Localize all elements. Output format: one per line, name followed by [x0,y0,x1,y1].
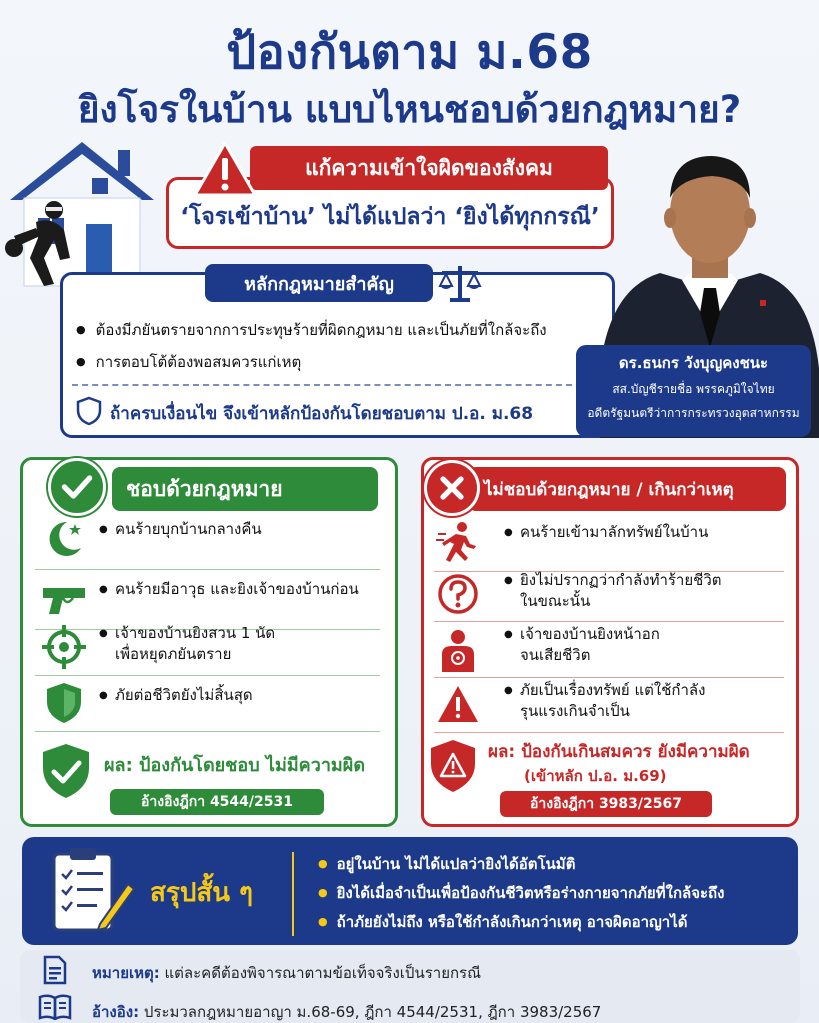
running-thief-icon [436,520,480,564]
warning-icon [192,140,258,198]
unlawful-result: ผล: ป้องกันเกินสมควร ยังมีความผิด [488,742,750,762]
lawful-header-label: ชอบด้วยกฎหมาย [126,476,283,501]
lawful-item-2-text: ● คนร้ายมีอาวุธ และยิงเจ้าของบ้านก่อน [115,579,359,600]
shield-outline-icon [76,396,102,426]
lawful-item-3 [35,620,380,676]
unlawful-item-4 [434,678,784,732]
shield-icon [41,680,87,726]
unlawful-item-3 [434,622,784,678]
quote-right: ‘ยิงได้ทุกกรณี’ [454,204,600,230]
crosshair-icon [41,624,87,670]
unlawful-item-4-text: ● ภัยเป็นเรื่องทรัพย์ แต่ใช้กำลัง รุนแรงเกินจำเป็น [520,680,705,722]
lawful-reference: อ้างอิงฎีกา 4544/2531 [110,789,324,815]
misconception-banner: แก้ความเข้าใจผิดของสังคม [250,146,608,190]
shield-check-icon [40,742,92,800]
unlawful-header-label: ไม่ชอบด้วยกฎหมาย / เกินกว่าเหตุ [484,479,734,500]
clipboard-checklist-icon [44,844,136,936]
footer-ref-text: ประมวลกฎหมายอาญา ม.68-69, ฎีกา 4544/2531, ฎีกา 3983/2567 [139,1003,602,1021]
scale-of-justice-icon [438,262,482,304]
legal-principles-title: หลักกฎหมายสำคัญ [205,264,433,302]
unlawful-item-1-text: ● คนร้ายเข้ามาลักทรัพย์ในบ้าน [520,522,708,543]
lawful-item-1-text: ● คนร้ายบุกบ้านกลางคืน [115,519,262,540]
person-role-2: อดีตรัฐมนตรีว่าการกระทรวงอุตสาหกรรม [587,406,800,420]
unlawful-result-note: (เข้าหลัก ป.อ. ม.69) [524,767,667,785]
legal-bullet-2: ● การตอบโต้ต้องพอสมควรแก่เหตุ [76,350,301,374]
target-person-icon [436,628,480,672]
footer-reference [92,1000,601,1023]
footer-ref-label: อ้างอิง: [92,1003,140,1021]
footer-note-text: แต่ละคดีต้องพิจารณาตามข้อเท็จจริงเป็นรายกรณี [159,964,482,982]
unlawful-item-1 [434,514,784,572]
title-line-2: ยิงโจรในบ้าน แบบไหนชอบด้วยกฎหมาย? [77,88,742,131]
unlawful-item-2-text: ● ยิงไม่ปรากฏว่ากำลังทำร้ายชีวิต ในขณะนั้น [520,570,722,612]
legal-bullet-1: ● ต้องมีภยันตรายจากการประทุษร้ายที่ผิดกฎหมาย และเป็นภัยที่ใกล้จะถึง [76,318,547,342]
lawful-result: ผล: ป้องกันโดยชอบ ไม่มีความผิด [104,755,366,776]
summary-bullet-3: ● ถ้าภัยยังไม่ถึง หรือใช้กำลังเกินกว่าเหตุ อาจผิดอาญาได้ [318,910,687,934]
quote-left: ‘โจรเข้าบ้าน’ [180,204,316,230]
person-name: ดร.ธนกร วังบุญคงชนะ [618,354,769,372]
unlawful-item-3-text: ● เจ้าของบ้านยิงหน้าอก จนเสียชีวิต [520,624,660,666]
x-circle-icon [424,460,480,516]
legal-divider [72,384,572,386]
quote-mid: ไม่ได้แปลว่า [315,204,455,230]
check-circle-icon [48,458,106,516]
legal-summary: ถ้าครบเงื่อนไข จึงเข้าหลักป้องกันโดยชอบตาม ป.อ. ม.68 [110,404,534,424]
lawful-header [112,467,378,511]
question-icon [436,572,480,616]
lawful-item-4-text: ● ภัยต่อชีวิตยังไม่สิ้นสุด [115,685,253,706]
unlawful-item-2 [434,568,784,622]
lawful-item-3-text: ● เจ้าของบ้านยิงสวน 1 นัด เพื่อหยุดภยันตราย [115,623,275,665]
lawful-item-4 [35,676,380,732]
person-role-1: สส.บัญชีรายชื่อ พรรคภูมิใจไทย [612,382,775,396]
unlawful-divider [434,732,784,733]
footer-note [92,961,481,985]
person-name-card [576,345,811,437]
summary-bullet-1: ● อยู่ในบ้าน ไม่ได้แปลว่ายิงได้อัตโนมัติ [318,852,575,876]
moon-star-icon [41,516,87,562]
summary-bullet-2: ● ยิงได้เมื่อจำเป็นเพื่อป้องกันชีวิตหรือร่างกายจากภัยที่ใกล้จะถึง [318,881,724,905]
lawful-item-1 [35,510,380,570]
unlawful-reference: อ้างอิงฎีกา 3983/2567 [500,791,712,817]
unlawful-header [468,467,786,511]
misconception-quote [166,199,614,235]
footer-note-label: หมายเหตุ: [92,964,160,982]
document-icon [42,955,68,985]
pistol-icon [41,576,87,622]
shield-warning-icon [428,738,478,794]
open-book-icon [38,994,72,1020]
summary-title: สรุปสั้น ๆ [150,878,253,908]
house-burglar-icon [0,138,160,288]
warning-icon [436,682,480,726]
title-line-1: ป้องกันตาม ม.68 [226,25,593,80]
summary-divider [292,852,294,936]
